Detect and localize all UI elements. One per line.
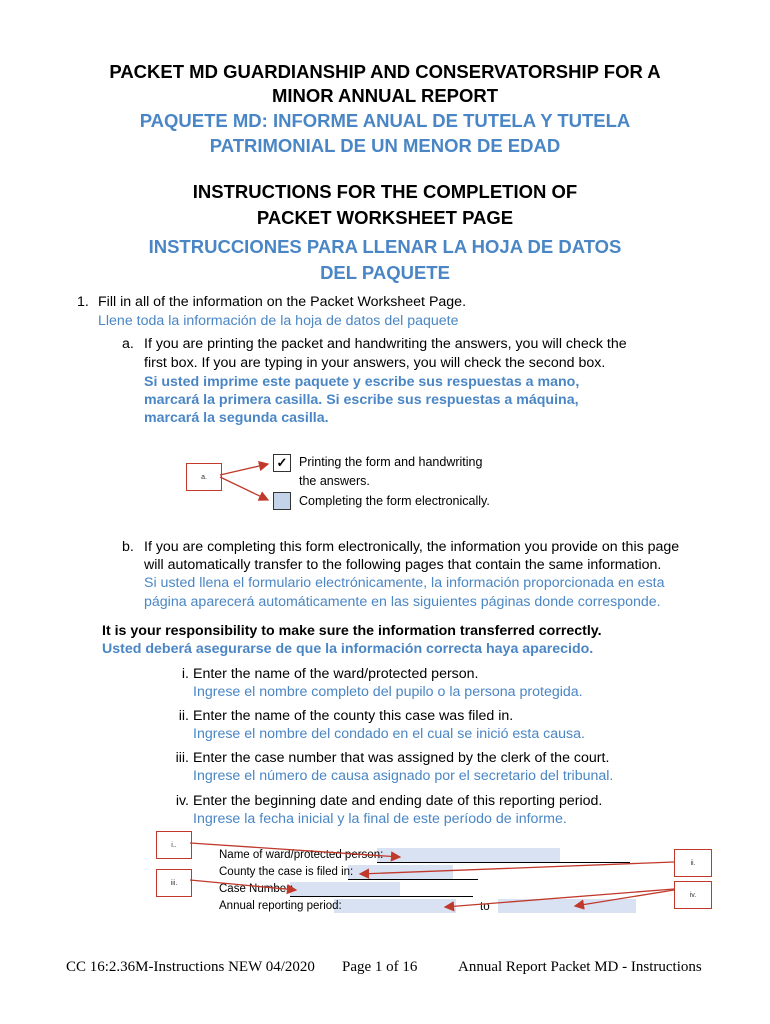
callout-i-label: i.. [171,841,177,849]
footer-doc-title: Annual Report Packet MD - Instructions [458,959,702,975]
option-handwriting-line1: Printing the form and handwriting [299,455,483,469]
title-en-line1: PACKET MD GUARDIANSHIP AND CONSERVATORSHIP FOR A [109,61,661,82]
footer-form-id: CC 16:2.36M-Instructions NEW 04/2020 [66,959,315,975]
arrow-i-to-ward [190,843,400,857]
arrow-iii-to-case [190,880,296,890]
item-b-marker: b. [122,539,134,555]
roman-iii-en: Enter the case number that was assigned by the clerk of the court. [193,750,610,766]
item-a-en-1: If you are printing the packet and handwriting the answers, you will check the [144,336,627,352]
option-handwriting-line2: the answers. [299,474,370,488]
roman-iii-number: iii. [175,750,189,766]
subtitle-es-line1: INSTRUCCIONES PARA LLENAR LA HOJA DE DATOS [148,236,622,257]
roman-ii-number: ii. [178,708,189,724]
item-b-es-2: página aparecerá automáticamente en las siguientes páginas donde corresponde. [144,594,661,610]
footer-page-number: Page 1 of 16 [342,959,418,975]
roman-ii-en: Enter the name of the county this case was filed in. [193,708,514,724]
callout-iv-label: iv. [689,891,697,899]
item-a-es-3: marcará la segunda casilla. [144,410,329,426]
item-b-en-2: will automatically transfer to the following pages that contain the same information. [144,557,662,573]
title-en-line2: MINOR ANNUAL REPORT [271,85,499,106]
check-mark-icon: ✓ [276,455,288,470]
responsibility-es: Usted deberá asegurarse de que la información correcta haya aparecido. [102,641,594,657]
item1-text-en: Fill in all of the information on the Packet Worksheet Page. [98,294,467,310]
item-b-es-1: Si usted llena el formulario electrónicamente, la información proporcionada en esta [144,575,665,591]
item-a-es-1: Si usted imprime este paquete y escribe sus respuestas a mano, [144,374,580,390]
title-es-line2: PATRIMONIAL DE UN MENOR DE EDAD [209,135,561,156]
title-es-line1: PAQUETE MD: INFORME ANUAL DE TUTELA Y TUTELA [139,110,631,131]
roman-iv-en: Enter the beginning date and ending date of this reporting period. [193,793,603,809]
roman-iv-number: iv. [175,793,189,809]
period-to-label: to [480,901,490,913]
ward-label: Name of ward/protected person: [219,849,384,861]
item1-number: 1. [77,294,89,310]
subtitle-es-line2: DEL PAQUETE [320,262,450,283]
arrow-a-to-checkbox2 [220,477,268,500]
arrow-iv-to-start [445,889,674,907]
roman-i-en: Enter the name of the ward/protected person. [193,666,479,682]
option-electronic: Completing the form electronically. [299,494,490,508]
roman-ii-es: Ingrese el nombre del condado en el cual se inició esta causa. [193,726,585,742]
roman-iv-es: Ingrese la fecha inicial y la final de este período de informe. [193,811,567,827]
item-b-en-1: If you are completing this form electronically, the information you provide on this page [144,539,680,555]
roman-i-es: Ingrese el nombre completo del pupilo o la persona protegida. [193,684,583,700]
county-label: County the case is filed in: [219,866,354,878]
roman-i-number: i. [181,666,189,682]
responsibility-en: It is your responsibility to make sure the information transferred correctly. [102,623,602,639]
roman-iii-es: Ingrese el número de causa asignado por el secretario del tribunal. [193,768,614,784]
period-label: Annual reporting period: [219,900,342,912]
subtitle-en-line1: INSTRUCTIONS FOR THE COMPLETION OF [192,181,578,202]
callout-iii-label: iii. [170,879,178,887]
item-a-marker: a. [122,336,134,352]
case-number-label: Case Number: [219,883,294,895]
callout-a-label: a. [201,473,207,481]
subtitle-en-line2: PACKET WORKSHEET PAGE [256,207,514,228]
callout-ii-label: ii. [690,859,696,867]
arrow-ii-to-county [360,862,674,874]
arrow-a-to-checkbox1 [220,464,268,475]
item-a-es-2: marcará la primera casilla. Si escribe sus respuestas a máquina, [144,392,579,408]
item1-text-es: Llene toda la información de la hoja de datos del paquete [98,313,459,329]
item-a-en-2: first box. If you are typing in your answers, you will check the second box. [144,355,606,371]
